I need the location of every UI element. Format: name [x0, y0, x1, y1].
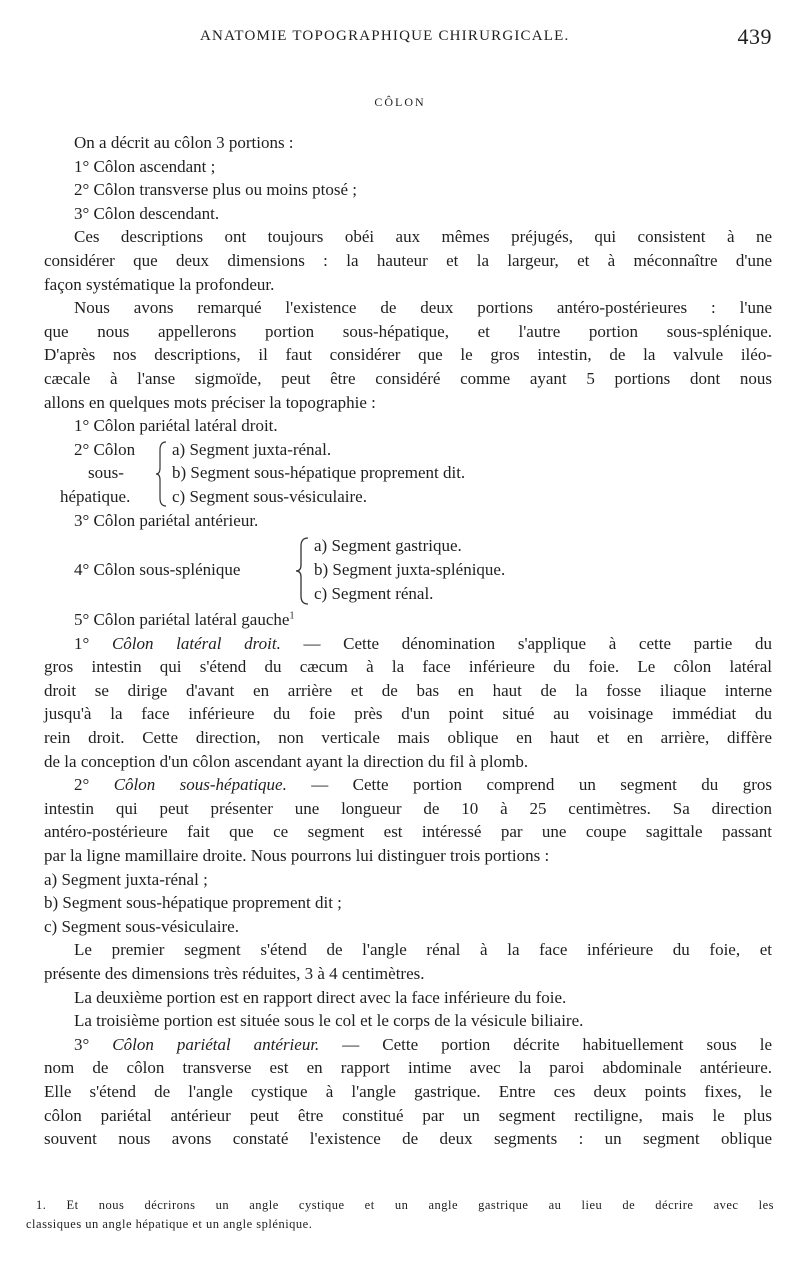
list-item-text: 5° Côlon pariétal latéral gauche — [74, 610, 290, 630]
text-line: que nous appellerons portion sous-hépatique, et l'autre portion sous-splénique. — [44, 321, 772, 341]
text-line: jusqu'à la face inférieure du foie près d'un point situé au voisinage immédiat du — [44, 704, 772, 724]
body-text — [0, 131, 800, 1151]
segment-item: b) Segment sous-hépatique proprement dit. — [172, 463, 466, 483]
text-line: La troisième portion est située sous le col et le corps de la vésicule biliaire. — [74, 1011, 584, 1031]
text-run: — Cette portion décrite habituellement sous le — [319, 1034, 772, 1054]
group-label: 2° Côlon — [74, 439, 136, 459]
text-line — [0, 1033, 800, 1057]
text-line: Le premier segment s'étend de l'angle rénal à la face inférieure du foie, et — [74, 940, 772, 960]
text-line: droit se dirige d'avant en arrière et de bas en haut de la fosse iliaque interne — [44, 680, 772, 700]
text-line: intestin qui peut présenter une longueur de 10 à 25 centimètres. Sa direction — [44, 798, 772, 818]
text-line: par la ligne mamillaire droite. Nous pourrons lui distinguer trois portions : — [44, 846, 550, 866]
group-label: sous- — [88, 463, 124, 483]
sous-splenique-group — [0, 532, 800, 608]
text-line: considérer que deux dimensions : la hauteur et la largeur, et à méconnaître d'une — [44, 250, 772, 270]
text-line: 3° Côlon pariétal antérieur. — [74, 510, 259, 530]
text-line: 2° Côlon transverse plus ou moins ptosé ; — [74, 180, 358, 200]
item-number: 1° — [74, 633, 112, 653]
text-line: Elle s'étend de l'angle cystique à l'angle gastrique. Entre ces deux points fixes, le — [44, 1081, 772, 1101]
segment-item: a) Segment juxta-rénal. — [172, 439, 332, 459]
segment-item: c) Segment sous-vésiculaire. — [172, 486, 367, 506]
page-number: 439 — [737, 24, 772, 49]
group-label: hépatique. — [60, 486, 131, 506]
text-line: de la conception d'un côlon ascendant ayant la direction du fil à plomb. — [44, 751, 529, 771]
text-line: gros intestin qui s'étend du cæcum à la face inférieure du foie. Le côlon latéral — [44, 657, 772, 677]
footnote — [26, 1196, 774, 1234]
page-header — [60, 24, 772, 54]
curly-brace-icon — [156, 440, 168, 508]
section-title: CÔLON — [374, 95, 426, 109]
text-line: cæcale à l'anse sigmoïde, peut être considéré comme ayant 5 portions dont nous — [44, 368, 772, 388]
curly-brace-icon — [296, 536, 310, 606]
text-line: façon systématique la profondeur. — [44, 274, 275, 294]
text-line: La deuxième portion est en rapport direct avec la face inférieure du foie. — [74, 987, 567, 1007]
text-run: — Cette portion comprend un segment du gros — [286, 775, 772, 795]
italic-heading: Côlon latéral droit. — [111, 633, 281, 653]
italic-heading: Côlon pariétal antérieur. — [112, 1034, 320, 1054]
segment-item: a) Segment gastrique. — [314, 536, 462, 556]
text-line: a) Segment juxta-rénal ; — [44, 869, 208, 889]
text-line: antéro-postérieure fait que ce segment est intéressé par une coupe sagittale passant — [44, 822, 772, 842]
text-line — [0, 773, 800, 797]
text-line: c) Segment sous-vésiculaire. — [44, 916, 239, 936]
footnote-marker: 1 — [289, 610, 295, 622]
italic-heading: Côlon sous-hépatique. — [113, 775, 287, 795]
text-line: b) Segment sous-hépatique proprement dit ; — [44, 893, 342, 913]
text-line: présente des dimensions très réduites, 3 à 4 centimètres. — [44, 964, 425, 984]
text-line: 1° Côlon pariétal latéral droit. — [74, 416, 278, 436]
text-line: D'après nos descriptions, il faut considérer que le gros intestin, de la valvule iléo- — [44, 345, 772, 365]
text-line — [0, 608, 800, 632]
text-line: Nous avons remarqué l'existence de deux portions antéro-postérieures : l'une — [74, 298, 772, 318]
sous-hepatique-group — [0, 438, 800, 509]
text-line — [0, 632, 800, 656]
running-title: ANATOMIE TOPOGRAPHIQUE CHIRURGICALE. — [200, 28, 570, 44]
segment-item: c) Segment rénal. — [314, 584, 434, 604]
text-line: 1° Côlon ascendant ; — [74, 156, 216, 176]
footnote-line: 1. Et nous décrirons un angle cystique et un angle gastrique au lieu de décrire avec les — [36, 1198, 774, 1212]
footnote-line: classiques un angle hépatique et un angle splénique. — [26, 1217, 313, 1231]
segment-item: b) Segment juxta-splénique. — [314, 560, 506, 580]
text-line: rein droit. Cette direction, non verticale mais oblique en haut et en arrière, diffère — [44, 728, 772, 748]
item-number: 2° — [74, 775, 114, 795]
text-line: souvent nous avons constaté l'existence de deux segments : un segment oblique — [44, 1129, 772, 1149]
text-line: côlon pariétal antérieur peut être constitué par un segment rectiligne, mais le plus — [44, 1105, 772, 1125]
text-line: On a décrit au côlon 3 portions : — [74, 133, 294, 152]
text-run: — Cette dénomination s'applique à cette partie du — [280, 633, 772, 653]
text-line: Ces descriptions ont toujours obéi aux mêmes préjugés, qui consistent à ne — [74, 227, 772, 247]
item-number: 3° — [74, 1034, 113, 1054]
text-line: allons en quelques mots préciser la topographie : — [44, 392, 376, 412]
text-line: 3° Côlon descendant. — [74, 203, 220, 223]
text-line: nom de côlon transverse est en rapport intime avec la paroi abdominale antérieure. — [44, 1058, 772, 1078]
group-label: 4° Côlon sous-splénique — [74, 560, 241, 580]
